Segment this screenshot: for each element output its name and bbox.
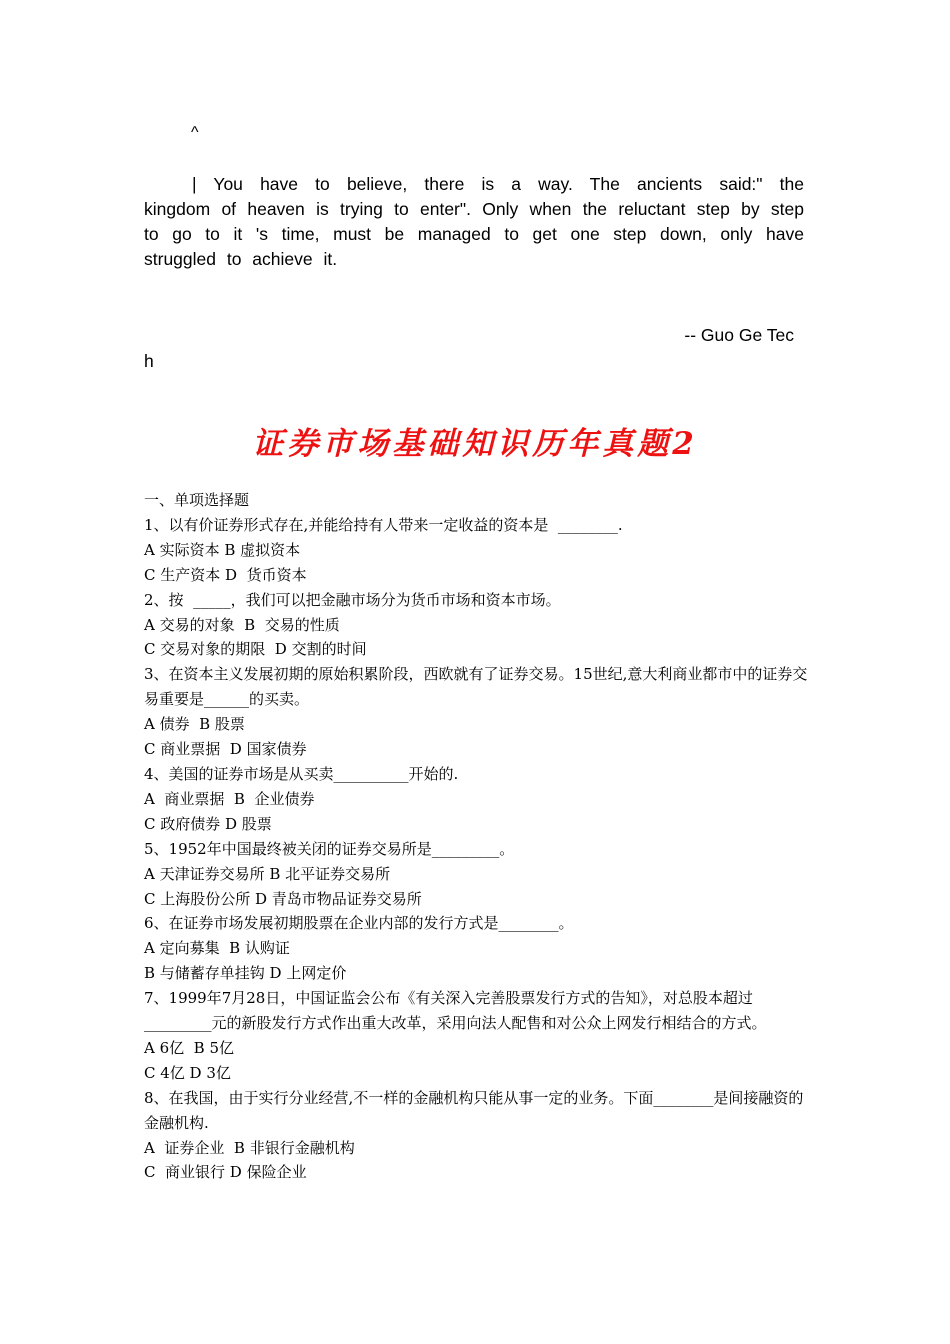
quote-author-line2: h	[144, 351, 154, 371]
motto-quote: | You have to believe, there is a way. The ancients said:" the kingdom of heaven is trying to enter". Only when the reluctant step by step to go to it 's time, must be managed to get one step down, only have struggled to achieve it.	[144, 174, 804, 269]
option-line: A 债券 B 股票	[144, 715, 245, 734]
question-line: 8、在我国，由于实行分业经营,不一样的金融机构只能从事一定的业务。下面________是间接融资的金融机构.	[144, 1088, 804, 1132]
question-line: 3、在资本主义发展初期的原始积累阶段，西欧就有了证券交易。15世纪,意大利商业都市中的证券交易重要是______的买卖。	[144, 665, 808, 709]
quote-author-line1: -- Guo Ge Tec	[684, 325, 794, 345]
question-line: 1、以有价证券形式存在,并能给持有人带来一定收益的资本是 ________.	[144, 515, 623, 534]
option-line: A 定向募集 B 认购证	[144, 939, 290, 958]
option-line: C 政府债券 D 股票	[144, 814, 272, 833]
option-line: A 商业票据 B 企业债券	[144, 789, 315, 808]
option-line: C 上海股份公所 D 青岛市物品证券交易所	[144, 889, 422, 908]
option-line: C 商业票据 D 国家债券	[144, 740, 307, 759]
option-line: C 交易对象的期限 D 交割的时间	[144, 640, 367, 659]
question-line: 2、按 _____，我们可以把金融市场分为货币市场和资本市场。	[144, 590, 561, 609]
option-line: A 证券企业 B 非银行金融机构	[144, 1138, 355, 1157]
document-title: 证券市场基础知识历年真题2	[252, 426, 698, 462]
question-line: 5、1952年中国最终被关闭的证券交易所是_________。	[144, 839, 515, 858]
option-line: C 商业银行 D 保险企业	[144, 1163, 307, 1182]
option-line: A 交易的对象 B 交易的性质	[144, 615, 340, 634]
option-line: C 4亿 D 3亿	[144, 1063, 231, 1082]
option-line: B 与储蓄存单挂钩 D 上网定价	[144, 964, 347, 983]
quote-attribution	[144, 322, 804, 374]
question-line: 6、在证券市场发展初期股票在企业内部的发行方式是________。	[144, 914, 574, 933]
option-line: C 生产资本 D 货币资本	[144, 565, 307, 584]
option-line: A 6亿 B 5亿	[144, 1038, 235, 1057]
option-line: A 实际资本 B 虚拟资本	[144, 540, 301, 559]
caret-mark: ^	[191, 124, 199, 141]
question-line: 7、1999年7月28日，中国证监会公布《有关深入完善股票发行方式的告知》，对总股本超过_________元的新股发行方式作出重大改革，采用向法人配售和对公众上网发行相结合的方式。	[144, 989, 767, 1033]
question-list	[144, 488, 808, 1185]
option-line: A 天津证券交易所 B 北平证券交易所	[144, 864, 391, 883]
question-line: 4、美国的证券市场是从买卖__________开始的.	[144, 764, 459, 783]
section-heading: 一、单项选择题	[144, 491, 250, 509]
